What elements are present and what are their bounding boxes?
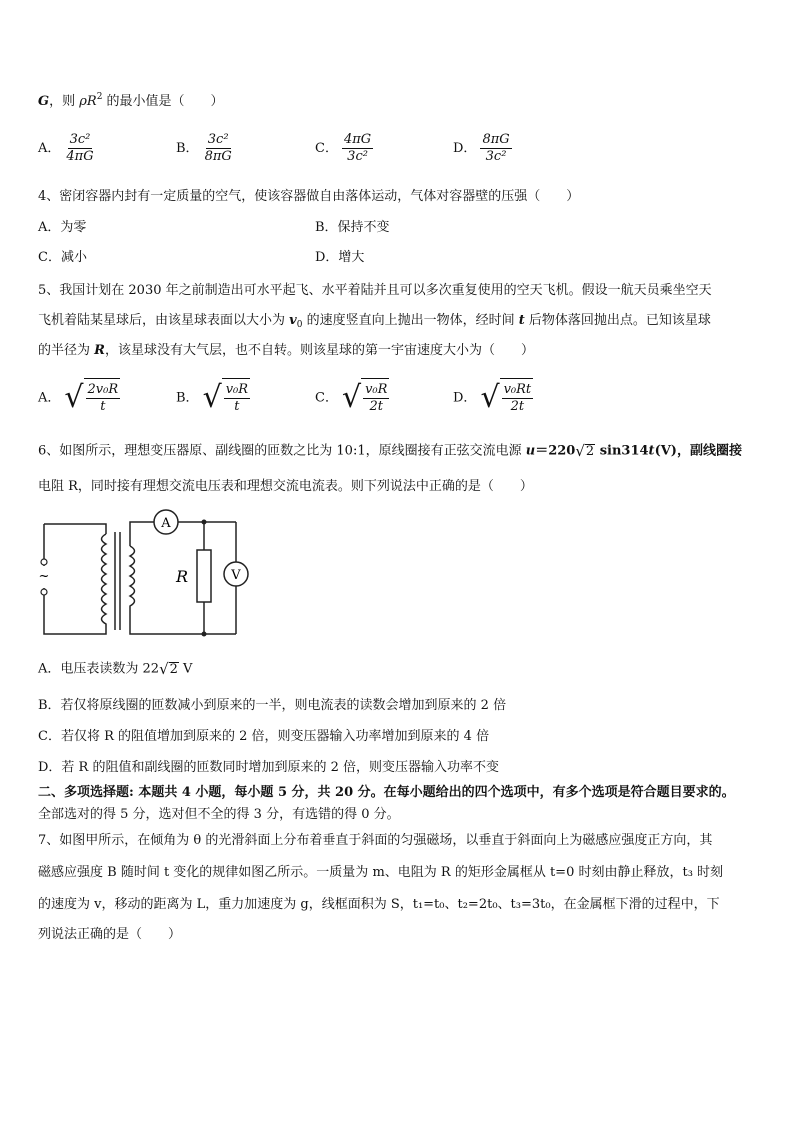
q4-option-a[interactable]: A．为零	[38, 220, 87, 235]
q5-stem-line1: 5、我国计划在 2030 年之前制造出可水平起飞、水平着陆并且可以多次重复使用的空天飞机。假设一航天员乘坐空天	[38, 283, 712, 298]
q4-option-b[interactable]: B．保持不变	[315, 220, 390, 235]
q5-stem-line3: 的半径为 R，该星球没有大气层，也不自转。则该星球的第一宇宙速度大小为（ ）	[38, 343, 534, 358]
source-terminal-top	[41, 559, 47, 565]
section2-heading-line1: 二、多项选择题: 本题共 4 小题，每小题 5 分，共 20 分。在每小题给出的四个选项中，有多个选项是符合题目要求的。	[38, 785, 735, 800]
source-terminal-bottom	[41, 589, 47, 595]
q6-option-a[interactable]: A．电压表读数为 22 √ 2 V	[38, 660, 193, 678]
q6-stem-line2: 电阻 R，同时接有理想交流电压表和理想交流电流表。则下列说法中正确的是（ ）	[38, 479, 533, 494]
q5-option-d[interactable]: D． √ $\frac{\text{v₀Rt}}{2t}$	[453, 378, 533, 418]
ac-source-symbol: ~	[38, 569, 50, 584]
q7-stem-line3: 的速度为 v，移动的距离为 L，重力加速度为 g，线框面积为 S，t₁=t₀、t₂=2t₀、t₃=3t₀，在金属框下滑的过程中，下	[38, 897, 720, 912]
q6-option-c[interactable]: C．若仅将 R 的阻值增加到原来的 2 倍，则变压器输入功率增加到原来的 4 倍	[38, 729, 490, 744]
resistor-label: R	[175, 567, 189, 586]
q7-stem-line1: 7、如图甲所示，在倾角为 θ 的光滑斜面上分布着垂直于斜面的匀强磁场，以垂直于斜面向上为磁感应强度正方向，其	[38, 833, 713, 848]
q7-stem-line2: 磁感应强度 B 随时间 t 变化的规律如图乙所示。一质量为 m、电阻为 R 的矩形金属框从 t=0 时刻由静止释放，t₃ 时刻	[38, 865, 724, 880]
transformer-circuit-figure	[36, 508, 266, 640]
q3-option-c[interactable]: C． $\frac{4\pi G}{\text{3c²}}$	[315, 132, 372, 164]
q6-stem-line1: 6、如图所示，理想变压器原、副线圈的匝数之比为 10:1，原线圈接有正弦交流电源 u＝220 √ 2 sin314t(V)，副线圈接	[38, 442, 742, 460]
q7-stem-line4: 列说法正确的是（ ）	[38, 927, 182, 942]
ammeter-label: A	[161, 516, 171, 531]
q5-option-b[interactable]: B． √ $\frac{\text{v₀R}}{t}$	[176, 378, 250, 418]
q4-option-d[interactable]: D．增大	[315, 250, 365, 265]
q4-stem: 4、密闭容器内封有一定质量的空气，使该容器做自由落体运动，气体对容器壁的压强（ ）	[38, 189, 580, 204]
q5-stem-line2: 飞机着陆某星球后，由该星球表面以大小为 $v_0$ 的速度竖直向上抛出一物体，经时间 t 后物体落回抛出点。已知该星球	[38, 313, 711, 330]
q5-option-a[interactable]: A． √ $\frac{\text{2v₀R}}{t}$	[38, 378, 120, 418]
q3-option-a[interactable]: A． $\frac{\text{3c²}}{4\pi G}$	[38, 132, 94, 164]
q3-question-tail: G，则 $\rho R^2$ 的最小值是（ ）	[38, 92, 224, 109]
q5-option-c[interactable]: C． √ $\frac{\text{v₀R}}{2t}$	[315, 378, 389, 418]
q6-option-b[interactable]: B．若仅将原线圈的匝数减小到原来的一半，则电流表的读数会增加到原来的 2 倍	[38, 698, 507, 713]
q4-option-c[interactable]: C．减小	[38, 250, 87, 265]
q6-option-d[interactable]: D．若 R 的阻值和副线圈的匝数同时增加到原来的 2 倍，则变压器输入功率不变	[38, 760, 500, 775]
section2-heading-line2: 全部选对的得 5 分，选对但不全的得 3 分，有选错的得 0 分。	[38, 807, 400, 822]
voltmeter-label: V	[231, 568, 241, 583]
q3-option-d[interactable]: D． $\frac{8\pi G}{\text{3c²}}$	[453, 132, 510, 164]
q3-option-b[interactable]: B． $\frac{\text{3c²}}{8\pi G}$	[176, 132, 232, 164]
